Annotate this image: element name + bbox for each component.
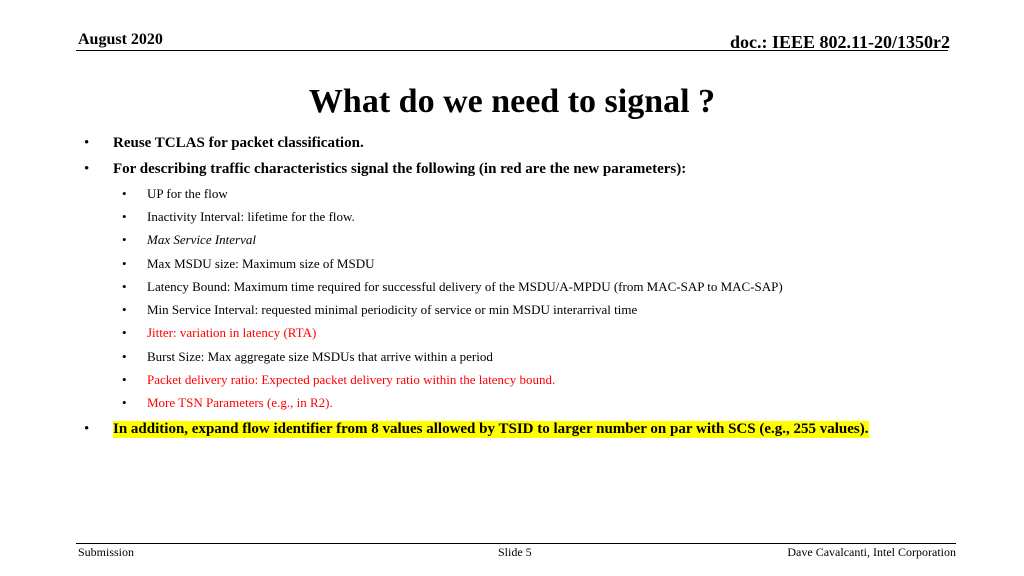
footer-submission: Submission bbox=[78, 545, 135, 559]
bullet-dot-icon: • bbox=[122, 372, 127, 387]
sub-bullet-text-new-param: More TSN Parameters (e.g., in R2). bbox=[147, 395, 333, 410]
footer-author: Dave Cavalcanti, Intel Corporation bbox=[787, 545, 956, 559]
bullet-dot-icon: • bbox=[122, 325, 127, 340]
bullet-dot-icon: • bbox=[122, 279, 127, 294]
bullet-dot-icon: • bbox=[122, 395, 127, 410]
sub-bullet-text-new-param: Jitter: variation in latency (RTA) bbox=[147, 325, 317, 340]
bullet-text: For describing traffic characteristics signal the following (in red are the new parameters): bbox=[113, 161, 687, 177]
footer-slide-number: Slide 5 bbox=[498, 545, 532, 559]
header-date: August 2020 bbox=[78, 31, 163, 48]
bullet-dot-icon: • bbox=[122, 302, 127, 317]
bullet-dot-icon: • bbox=[122, 256, 127, 271]
bullet-text: Reuse TCLAS for packet classification. bbox=[113, 135, 364, 151]
bullet-dot-icon: • bbox=[122, 209, 127, 224]
sub-bullet-text: Burst Size: Max aggregate size MSDUs that arrive within a period bbox=[147, 349, 493, 364]
sub-bullet-text: Inactivity Interval: lifetime for the flow. bbox=[147, 209, 355, 224]
header-doc-id: doc.: IEEE 802.11-20/1350r2 bbox=[729, 32, 950, 52]
bullet-dot-icon: • bbox=[122, 232, 127, 247]
sub-bullet-text: Min Service Interval: requested minimal periodicity of service or min MSDU interarrival time bbox=[147, 302, 638, 317]
bullet-dot-icon: • bbox=[84, 421, 90, 437]
sub-bullet-text: Latency Bound: Maximum time required for successful delivery of the MSDU/A-MPDU (from MAC-SAP to MAC-SAP) bbox=[147, 279, 783, 294]
bullet-dot-icon: • bbox=[122, 349, 127, 364]
sub-bullet-text: Max Service Interval bbox=[147, 232, 257, 247]
header-divider bbox=[76, 50, 948, 51]
bullet-dot-icon: • bbox=[122, 186, 127, 201]
sub-bullet-text: UP for the flow bbox=[147, 186, 228, 201]
highlighted-bullet-text: In addition, expand flow identifier from 8 values allowed by TSID to larger number on par with SCS (e.g., 255 values). bbox=[113, 421, 869, 437]
slide-title: What do we need to signal ? bbox=[308, 83, 716, 120]
bullet-dot-icon: • bbox=[84, 135, 90, 151]
sub-bullet-text-new-param: Packet delivery ratio: Expected packet delivery ratio within the latency bound. bbox=[147, 372, 556, 387]
sub-bullet-text: Max MSDU size: Maximum size of MSDU bbox=[147, 256, 375, 271]
footer-divider bbox=[76, 543, 956, 544]
bullet-dot-icon: • bbox=[84, 161, 90, 177]
